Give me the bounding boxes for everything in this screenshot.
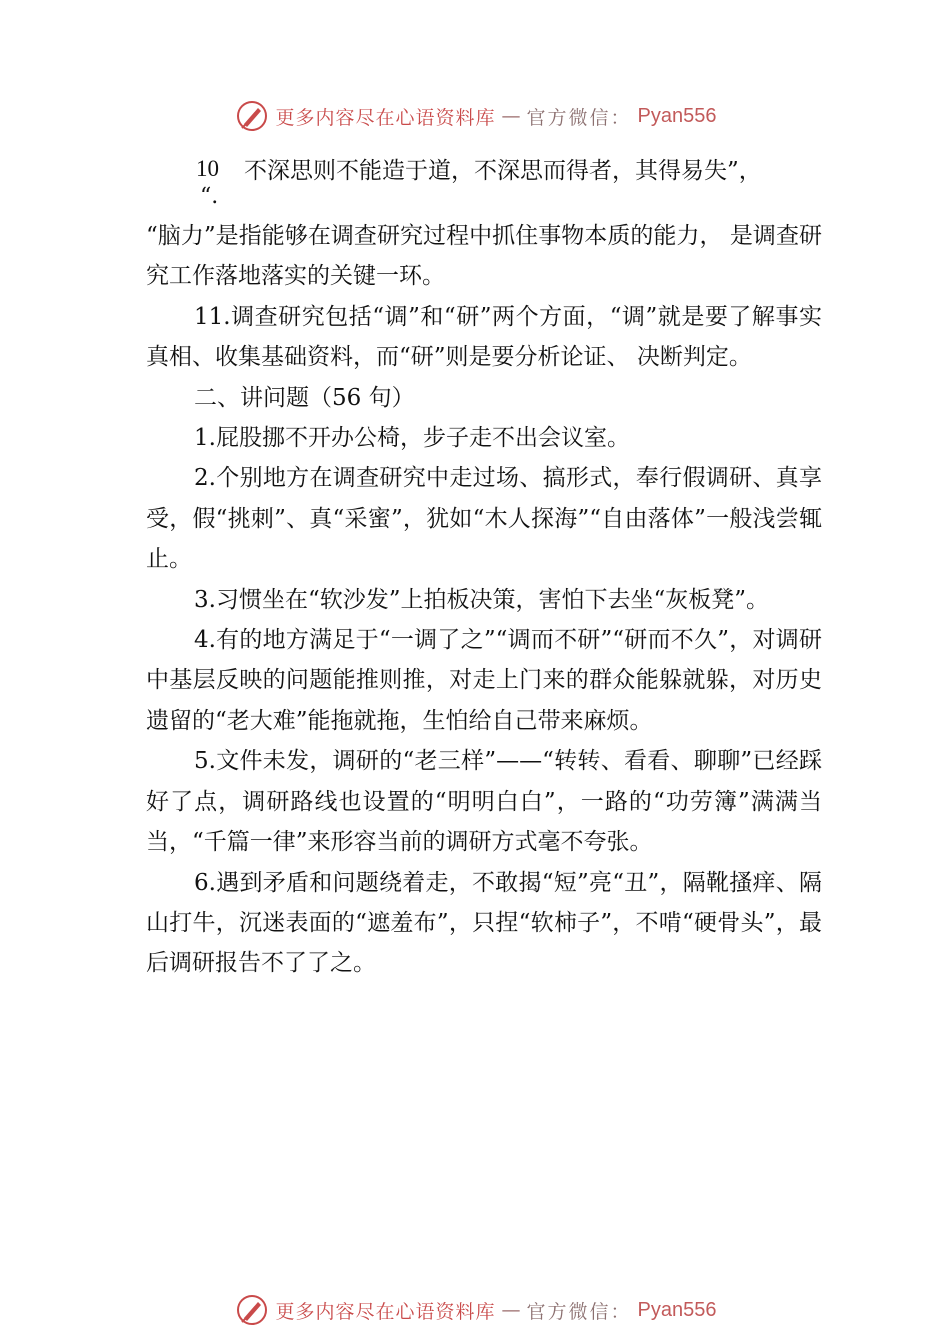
watermark-library-text: 更多内容尽在心语资料库 — [275, 1300, 496, 1323]
section-2-heading: 二、讲问题（56 句） — [194, 384, 415, 411]
problem-item-4: 4.有的地方满足于“一调了之”“调而不研”“研而不久”，对调研中基层反映的问题能推则推，对走上门来的群众能躲就躲，对历史遗留的“老大难”能拖就拖，生怕给自己带来麻烦。 — [146, 627, 822, 734]
watermark-separator: — — [501, 1299, 521, 1321]
watermark-separator: — — [501, 105, 521, 127]
watermark-wechat-id: Pyan556 — [637, 1298, 717, 1321]
watermark-wechat-id: Pyan556 — [637, 104, 717, 127]
item-10-quote-mark: “. — [200, 184, 219, 209]
problem-item-2: 2.个别地方在调查研究中走过场、搞形式，奉行假调研、真享受，假“挑刺”、真“采蜜”，犹如“木人探海”“自由落体”一般浅尝辄止。 — [146, 465, 822, 573]
item-10-first-line: 不深思则不能造于道，不深思而得者，其得易失”， — [244, 158, 762, 184]
item-10 — [146, 148, 822, 216]
problem-item-3: 3.习惯坐在“软沙发”上拍板决策，害怕下去坐“灰板凳”。 — [194, 586, 769, 613]
watermark-wechat-label: 官方微信： — [526, 1300, 632, 1323]
pen-logo-icon — [234, 98, 270, 134]
problem-item-5: 5.文件未发，调研的“老三样”——“转转、看看、聊聊”已经踩好了点，调研路线也设置的“明明白白”，一路的“功劳簿”满满当当，“千篇一律”来形容当前的调研方式毫不夸张。 — [146, 748, 822, 856]
watermark-wechat-label: 官方微信： — [526, 106, 632, 129]
document-body — [146, 148, 822, 984]
item-11: 11.调查研究包括“调”和“研”两个方面，“调”就是要了解事实真相、收集基础资料，而“研”则是要分析论证、 决断判定。 — [146, 303, 822, 371]
problem-item-6: 6.遇到矛盾和问题绕着走，不敢揭“短”亮“丑”，隔靴搔痒、隔山打牛，沉迷表面的“遮羞布”，只捏“软柿子”，不啃“硬骨头”，最后调研报告不了了之。 — [146, 869, 822, 977]
item-10-continuation: “脑力”是指能够在调查研究过程中抓住事物本质的能力， 是调查研究工作落地落实的关键一环。 — [146, 223, 822, 290]
watermark-footer — [0, 1290, 950, 1330]
item-10-number: 10 — [196, 156, 219, 181]
watermark-library-text: 更多内容尽在心语资料库 — [275, 106, 496, 129]
pen-logo-icon — [234, 1292, 270, 1328]
watermark-header — [0, 96, 950, 136]
problem-item-1: 1.屁股挪不开办公椅，步子走不出会议室。 — [194, 425, 630, 452]
